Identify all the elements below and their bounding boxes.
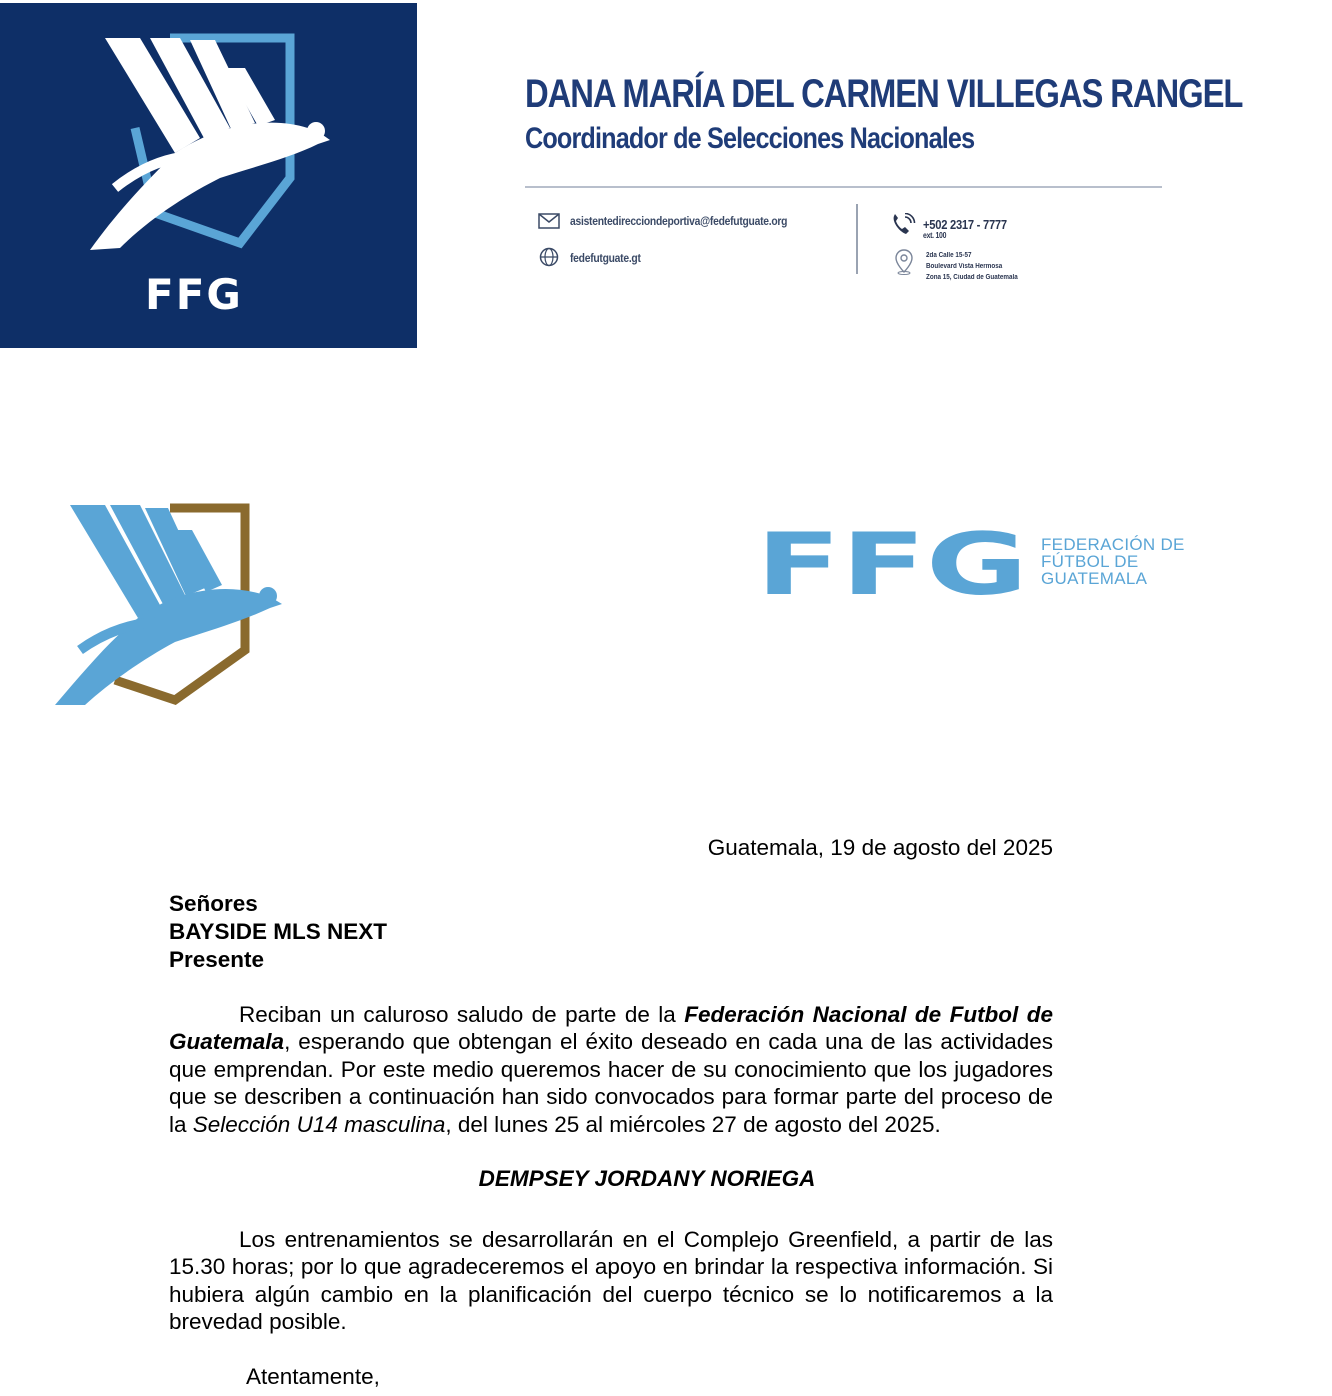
contact-address-line: Zona 15, Ciudad de Guatemala <box>926 274 1018 281</box>
federation-name-line: GUATEMALA <box>1041 569 1148 588</box>
ffg-bird-crest-icon <box>50 500 290 710</box>
paragraph-intro <box>169 1001 1053 1138</box>
contact-phone[interactable]: +502 2317 - 7777 <box>923 217 1007 232</box>
paragraph-training <box>169 1226 1053 1336</box>
closing: Atentamente, <box>246 1364 380 1389</box>
intro-text: Reciban un caluroso saludo de parte de la <box>239 1002 685 1027</box>
recipient-line: Presente <box>169 947 265 972</box>
contact-phone-ext: ext. 100 <box>923 231 947 240</box>
contact-address-line: 2da Calle 15-57 <box>926 252 972 259</box>
federation-name <box>1041 536 1185 587</box>
ffg-wordmark-text: FFG <box>756 528 1028 598</box>
ffg-wordmark-logo <box>756 528 1030 598</box>
selection-emphasis: Selección U14 masculina <box>192 1111 446 1137</box>
letter-date: Guatemala, 19 de agosto del 2025 <box>707 835 1053 860</box>
contact-website[interactable]: fedefutguate.gt <box>570 251 641 265</box>
phone-icon <box>890 213 916 237</box>
recipient-block <box>169 890 387 974</box>
intro-text: , esperando que obtengan el éxito deseado en cada una de las actividades que emprendan. Por este medio queremos hacer de su conocimiento que los jugadores que se describen a continuación han sido convocados para formar parte del proceso de la <box>169 1029 1053 1137</box>
contact-address-line: Boulevard Vista Hermosa <box>926 263 1003 270</box>
globe-icon <box>539 247 559 267</box>
federation-name-line: FÚTBOL DE <box>1041 552 1139 571</box>
location-pin-icon <box>895 249 913 275</box>
signature-logo-panel <box>0 3 417 348</box>
contact-email[interactable]: asistentedirecciondeportiva@fedefutguate.org <box>570 214 788 228</box>
training-text: Los entrenamientos se desarrollarán en el Complejo Greenfield, a partir de las 15.30 horas; por lo que agradeceremos el apoyo en brindar la respectiva información. Si hubiera algún cambio en la planificación del cuerpo técnico se lo notificaremos a la brevedad posible. <box>169 1227 1053 1335</box>
ffg-bird-crest-white-icon <box>80 28 340 258</box>
signature-logo-text: FFG <box>145 270 243 319</box>
contact-divider <box>856 204 858 274</box>
signer-role: Coordinador de Selecciones Nacionales <box>525 122 975 155</box>
signer-name: DANA MARÍA DEL CARMEN VILLEGAS RANGEL <box>525 72 1243 116</box>
intro-text: , del lunes 25 al miércoles 27 de agosto del 2025. <box>445 1111 941 1137</box>
signature-divider <box>525 186 1162 188</box>
federation-name-line: FEDERACIÓN DE <box>1041 535 1185 554</box>
recipient-line: BAYSIDE MLS NEXT <box>169 919 387 944</box>
player-name: DEMPSEY JORDANY NORIEGA <box>478 1166 816 1191</box>
federation-emphasis: Federación Nacional de Futbol de Guatemala <box>169 1002 1053 1055</box>
envelope-icon <box>538 213 560 229</box>
recipient-line: Señores <box>169 891 258 916</box>
